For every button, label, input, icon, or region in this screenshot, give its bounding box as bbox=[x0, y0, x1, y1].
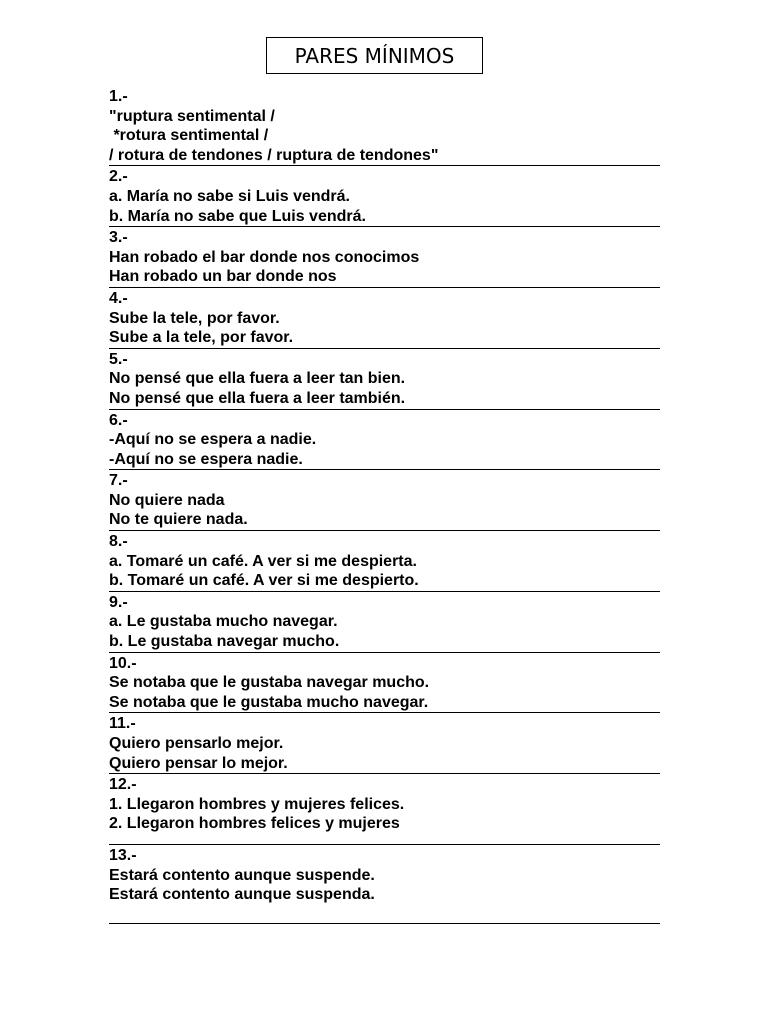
item-number: 8.- bbox=[109, 533, 128, 551]
item-line: Han robado el bar donde nos conocimos bbox=[109, 248, 420, 266]
list-item bbox=[109, 470, 660, 531]
item-number: 10.- bbox=[109, 654, 137, 672]
item-number: 12.- bbox=[109, 776, 137, 794]
minimal-pairs-list bbox=[109, 86, 660, 924]
list-item bbox=[109, 86, 660, 166]
list-item bbox=[109, 227, 660, 288]
item-line: b. Le gustaba navegar mucho. bbox=[109, 633, 340, 651]
item-line: Quiero pensarlo mejor. bbox=[109, 735, 284, 752]
list-item bbox=[109, 531, 660, 592]
item-line: "ruptura sentimental / bbox=[109, 107, 275, 125]
item-line: b. María no sabe que Luis vendrá. bbox=[109, 207, 366, 225]
list-item bbox=[109, 592, 660, 653]
item-number: 3.- bbox=[109, 229, 128, 247]
item-line: b. Tomaré un café. A ver si me despierto. bbox=[109, 572, 419, 590]
item-line: Han robado un bar donde nos bbox=[109, 268, 337, 286]
list-item bbox=[109, 653, 660, 714]
item-line: Sube la tele, por favor. bbox=[109, 309, 280, 327]
list-item bbox=[109, 166, 660, 227]
item-number: 11.- bbox=[109, 715, 136, 733]
item-number: 9.- bbox=[109, 593, 128, 611]
list-item bbox=[109, 288, 660, 349]
item-number: 4.- bbox=[109, 289, 128, 307]
list-item bbox=[109, 713, 660, 774]
item-number: 6.- bbox=[109, 411, 128, 429]
item-line: -Aquí no se espera nadie. bbox=[109, 450, 303, 468]
item-number: 5.- bbox=[109, 350, 128, 368]
item-line: Quiero pensar lo mejor. bbox=[109, 754, 288, 772]
item-line: No pensé que ella fuera a leer también. bbox=[109, 389, 406, 407]
item-number: 1.- bbox=[109, 88, 128, 105]
list-item bbox=[109, 845, 660, 924]
item-line: Se notaba que le gustaba navegar mucho. bbox=[109, 674, 430, 692]
item-line: 1. Llegaron hombres y mujeres felices. bbox=[109, 795, 405, 813]
item-line: a. Tomaré un café. A ver si me despierta. bbox=[109, 552, 417, 570]
item-line: *rotura sentimental / bbox=[109, 127, 269, 145]
item-line: Estará contento aunque suspenda. bbox=[109, 886, 375, 904]
page-title: PARES MÍNIMOS bbox=[266, 37, 483, 74]
item-line: -Aquí no se espera a nadie. bbox=[109, 431, 317, 449]
list-item bbox=[109, 774, 660, 845]
item-line: No te quiere nada. bbox=[109, 511, 248, 529]
item-line: Estará contento aunque suspende. bbox=[109, 866, 375, 884]
list-item bbox=[109, 349, 660, 410]
item-number: 7.- bbox=[109, 472, 128, 490]
list-item bbox=[109, 410, 660, 471]
item-line: / rotura de tendones / ruptura de tendones" bbox=[109, 146, 439, 164]
item-line: Se notaba que le gustaba mucho navegar. bbox=[109, 693, 429, 711]
item-number: 13.- bbox=[109, 846, 137, 864]
item-line: a. María no sabe si Luis vendrá. bbox=[109, 187, 350, 205]
item-line: Sube a la tele, por favor. bbox=[109, 329, 294, 347]
item-line: a. Le gustaba mucho navegar. bbox=[109, 613, 338, 631]
item-line: No pensé que ella fuera a leer tan bien. bbox=[109, 370, 406, 388]
item-line: No quiere nada bbox=[109, 491, 225, 509]
item-number: 2.- bbox=[109, 168, 128, 186]
item-line: 2. Llegaron hombres felices y mujeres bbox=[109, 815, 400, 833]
